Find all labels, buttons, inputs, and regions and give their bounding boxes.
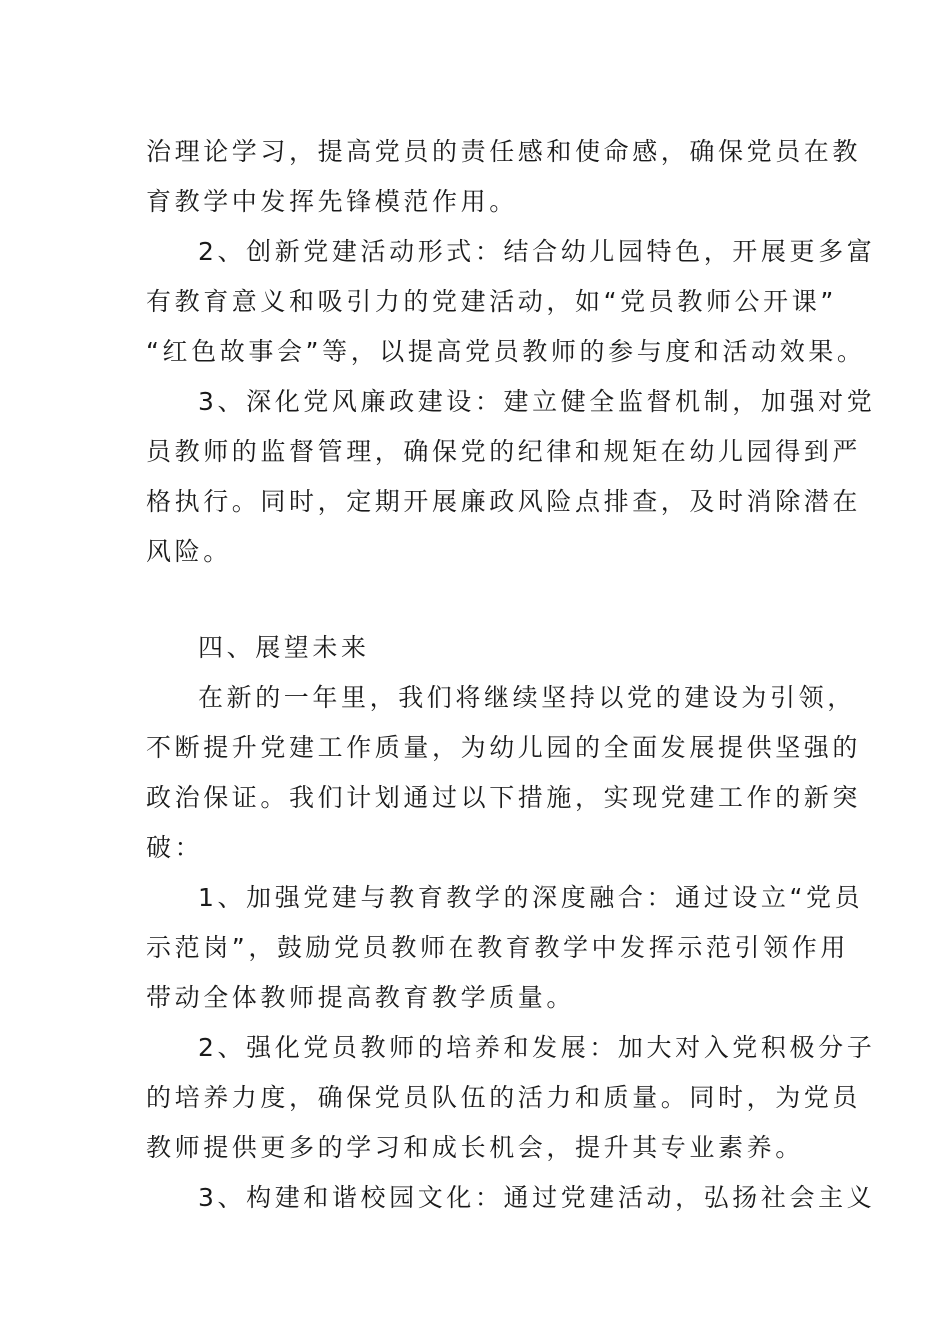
paragraph-line: 2、强化党员教师的培养和发展：加大对入党积极分子	[198, 1033, 876, 1062]
paragraph-line: 格执行。同时，定期开展廉政风险点排查，及时消除潜在	[146, 487, 862, 516]
paragraph-line: 在新的一年里，我们将继续坚持以党的建设为引领，	[198, 683, 856, 712]
paragraph-line: 2、创新党建活动形式：结合幼儿园特色，开展更多富	[198, 237, 876, 266]
paragraph-line: 有教育意义和吸引力的党建活动，如“党员教师公开课”	[146, 287, 837, 316]
paragraph-line: 3、深化党风廉政建设：建立健全监督机制，加强对党	[198, 387, 876, 416]
paragraph-line: 员教师的监督管理，确保党的纪律和规矩在幼儿园得到严	[146, 437, 862, 466]
paragraph-line: 教师提供更多的学习和成长机会，提升其专业素养。	[146, 1133, 804, 1162]
paragraph-line: 不断提升党建工作质量，为幼儿园的全面发展提供坚强的	[146, 733, 862, 762]
paragraph-line: 的培养力度，确保党员队伍的活力和质量。同时，为党员	[146, 1083, 862, 1112]
paragraph-line: 育教学中发挥先锋模范作用。	[146, 187, 518, 216]
paragraph-line: 风险。	[146, 537, 232, 566]
paragraph-line: 3、构建和谐校园文化：通过党建活动，弘扬社会主义	[198, 1183, 876, 1212]
paragraph-line: “红色故事会”等，以提高党员教师的参与度和活动效果。	[146, 337, 866, 366]
paragraph-line: 治理论学习，提高党员的责任感和使命感，确保党员在教	[146, 137, 862, 166]
paragraph-line: 1、加强党建与教育教学的深度融合：通过设立“党员	[198, 883, 864, 912]
paragraph-line: 带动全体教师提高教育教学质量。	[146, 983, 576, 1012]
paragraph-line: 政治保证。我们计划通过以下措施，实现党建工作的新突	[146, 783, 862, 812]
paragraph-line: 破：	[146, 833, 204, 862]
section-heading: 四、展望未来	[198, 633, 370, 662]
paragraph-line: 示范岗”，鼓励党员教师在教育教学中发挥示范引领作用	[146, 933, 849, 962]
